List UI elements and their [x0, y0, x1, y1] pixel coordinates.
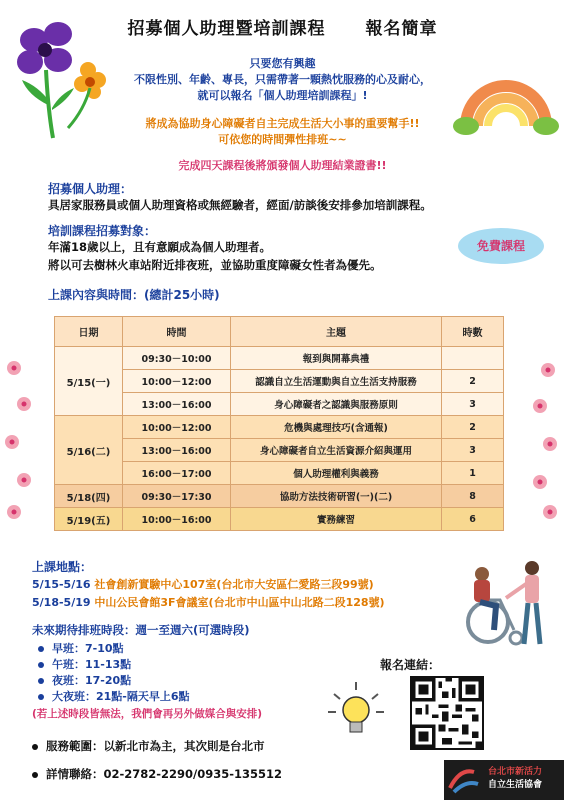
time-cell: 10:00－16:00: [123, 508, 231, 531]
hours-cell: [442, 347, 504, 370]
location-line: [32, 594, 385, 610]
target-text: 將以可去樹林火車站附近排夜班，並協助重度障礙女性者為優先。: [48, 258, 382, 272]
free-course-badge: 免費課程: [458, 228, 544, 264]
certificate-note: 完成四天課程後將頒發個人助理結業證書!!: [178, 159, 387, 172]
topic-cell: 危機與處理技巧(含通報): [231, 416, 442, 439]
schedule-heading: 上課內容與時間：(總計25小時): [48, 288, 220, 302]
qr-code[interactable]: [410, 676, 484, 750]
time-cell: 16:00－17:00: [123, 462, 231, 485]
flower-icon: [528, 352, 562, 522]
table-row: [55, 508, 504, 531]
topic-cell: 認識自立生活運動與自立生活支持服務: [231, 370, 442, 393]
time-cell: 09:30－17:30: [123, 485, 231, 508]
logo-mark-icon: [444, 760, 484, 800]
shift-item: 午班：11-13點: [38, 656, 131, 672]
location-line: [32, 576, 374, 592]
location-place: 社會創新實驗中心107室(台北市大安區仁愛路三段99號): [94, 578, 374, 591]
shift-note: (若上述時段皆無法，我們會再另外做媒合與安排): [32, 708, 263, 720]
shift-item: 夜班：17-20點: [38, 672, 131, 688]
topic-cell: 協助方法技術研習(一)(二): [231, 485, 442, 508]
table-row: [55, 347, 504, 370]
target-text: 年滿18歲以上，且有意願成為個人助理者。: [48, 240, 272, 254]
location-place: 中山公民會館3F會議室(台北市中山區中山北路二段128號): [94, 596, 385, 609]
recruit-heading: 招募個人助理：: [48, 182, 133, 196]
hours-cell: 2: [442, 370, 504, 393]
table-row: [55, 370, 504, 393]
table-row: [55, 416, 504, 439]
intro-line: 可依您的時間彈性排班~~: [218, 133, 347, 146]
time-cell: 13:00－16:00: [123, 393, 231, 416]
page-title: 招募個人助理暨培訓課程 報名簡章: [127, 19, 438, 39]
intro-line: 將成為協助身心障礙者自主完成生活大小事的重要幫手!!: [145, 117, 420, 130]
topic-cell: 身心障礙者自立生活資源介紹與運用: [231, 439, 442, 462]
hours-cell: 6: [442, 508, 504, 531]
date-cell: 5/15(一): [55, 347, 123, 416]
contact-info: 詳情聯絡：02-2782-2290/0935-135512: [32, 766, 282, 782]
date-cell: 5/18(四): [55, 485, 123, 508]
flower-icon: [2, 352, 36, 522]
table-row: [55, 393, 504, 416]
shift-item: 大夜班：21點-隔天早上6點: [38, 688, 190, 704]
intro-line: 就可以報名「個人助理培訓課程」!: [197, 89, 368, 102]
table-row: [55, 485, 504, 508]
hours-cell: 3: [442, 393, 504, 416]
signup-label: 報名連結：: [380, 658, 441, 672]
intro-line: 不限性別、年齡、專長，只需帶著一顆熱忱服務的心及耐心，: [134, 73, 431, 86]
logo-line-1: 台北市新活力: [488, 767, 543, 777]
time-cell: 10:00－12:00: [123, 416, 231, 439]
table-header-row: [55, 317, 504, 347]
col-header-topic: 主題: [231, 317, 442, 347]
future-shifts-heading: 未來期待排班時段：週一至週六(可選時段): [32, 623, 250, 637]
location-dates: 5/18-5/19: [32, 596, 91, 609]
hours-cell: 2: [442, 416, 504, 439]
hours-cell: 8: [442, 485, 504, 508]
hours-cell: 3: [442, 439, 504, 462]
shift-item: 早班：7-10點: [38, 640, 124, 656]
table-row: [55, 462, 504, 485]
topic-cell: 身心障礙者之認識與服務原則: [231, 393, 442, 416]
location-dates: 5/15-5/16: [32, 578, 91, 591]
col-header-date: 日期: [55, 317, 123, 347]
table-row: [55, 439, 504, 462]
wheelchair-illustration: [440, 560, 560, 650]
date-cell: 5/19(五): [55, 508, 123, 531]
topic-cell: 個人助理權利與義務: [231, 462, 442, 485]
time-cell: 09:30－10:00: [123, 347, 231, 370]
col-header-time: 時間: [123, 317, 231, 347]
schedule-table: [54, 316, 504, 531]
col-header-hours: 時數: [442, 317, 504, 347]
service-area: 服務範圍：以新北市為主，其次則是台北市: [32, 738, 265, 754]
logo-line-2: 自立生活協會: [488, 780, 543, 790]
intro-line: 只要您有興趣: [249, 57, 316, 70]
location-heading: 上課地點：: [32, 560, 93, 574]
date-cell: 5/16(二): [55, 416, 123, 485]
time-cell: 10:00－12:00: [123, 370, 231, 393]
topic-cell: 實務練習: [231, 508, 442, 531]
time-cell: 13:00－16:00: [123, 439, 231, 462]
recruit-text: 具居家服務員或個人助理資格或無經驗者，經面/訪談後安排參加培訓課程。: [48, 198, 432, 212]
topic-cell: 報到與開幕典禮: [231, 347, 442, 370]
association-logo: [444, 760, 564, 800]
hours-cell: 1: [442, 462, 504, 485]
target-heading: 培訓課程招募對象：: [48, 224, 157, 238]
light-bulb-icon: [326, 680, 386, 740]
